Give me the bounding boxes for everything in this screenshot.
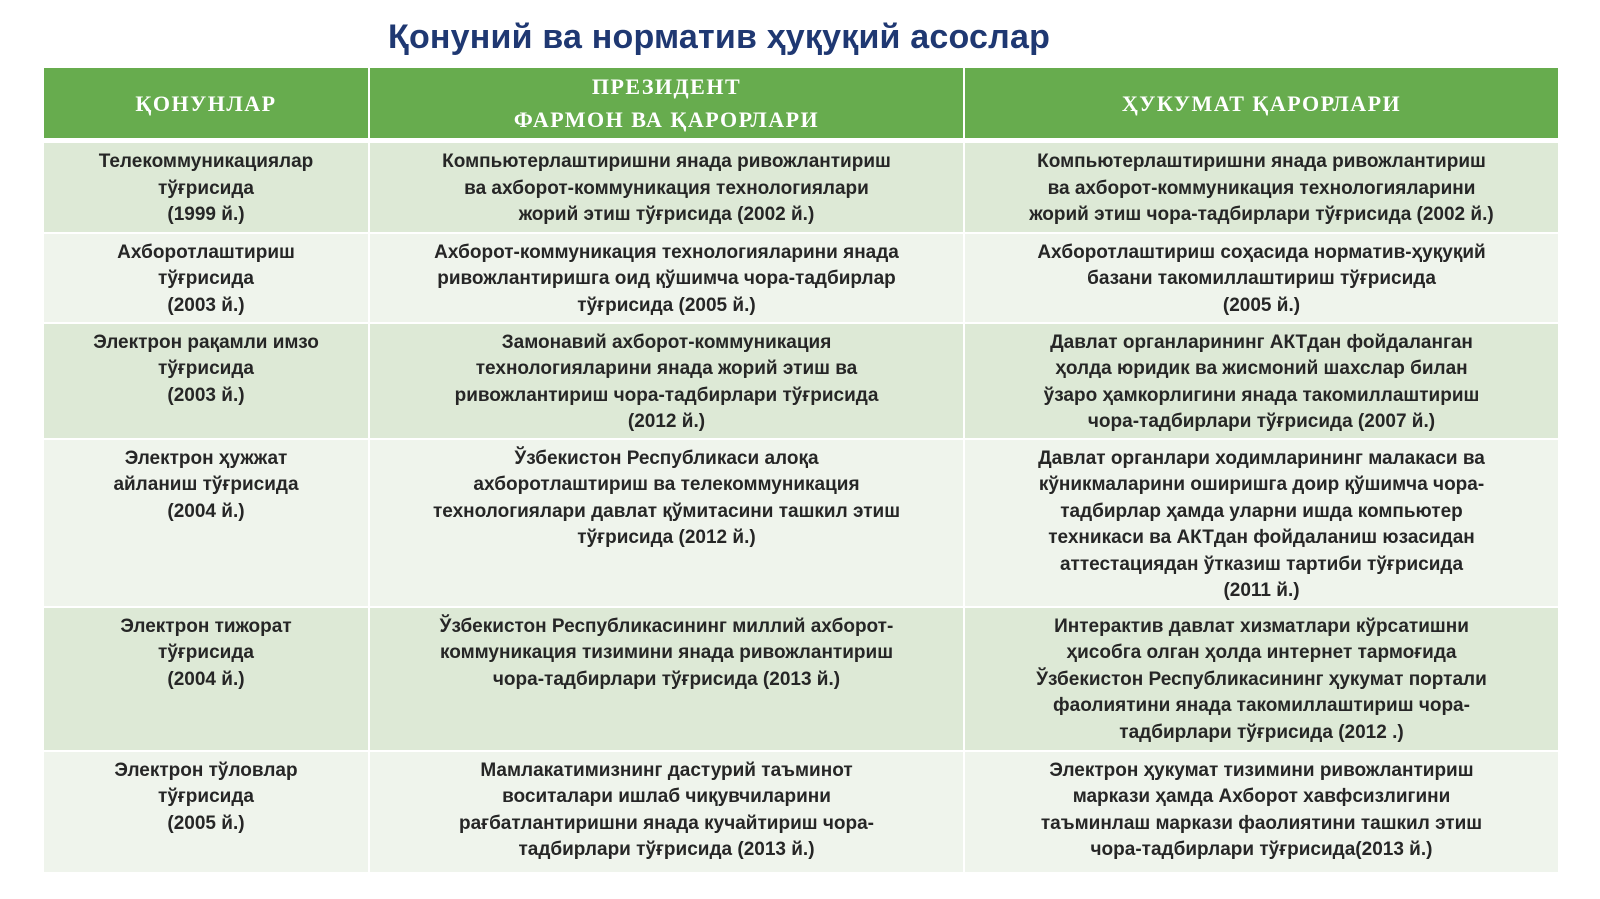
government-resolution-cell: Давлат органлари ходимларининг малакаси ва кўникмаларини оширишга доир қўшимча чора- тадбирлар ҳамда уларни ишда компьютер техникаси ва АКТдан фойдаланиш юзасидан аттестациядан ўтказиш тартиби тўғрисида (2011 й.)	[964, 439, 1558, 607]
president-decree-cell: Ахборот-коммуникация технологияларини янада ривожлантиришга оид қўшимча чора-тадбирлар тўғрисида (2005 й.)	[369, 233, 964, 323]
table-row	[44, 439, 1558, 607]
law-cell: Электрон рақамли имзо тўғрисида (2003 й.)	[44, 323, 369, 439]
page-title: Қонуний ва норматив ҳуқуқий асослар	[388, 18, 1051, 56]
president-decree-cell: Ўзбекистон Республикасининг миллий ахборот- коммуникация тизимини янада ривожлантириш чора-тадбирлари тўғрисида (2013 й.)	[369, 607, 964, 751]
law-cell: Телекоммуникациялар тўғрисида (1999 й.)	[44, 141, 369, 233]
header-president-decrees: ПРЕЗИДЕНТ ФАРМОН ВА ҚАРОРЛАРИ	[369, 68, 964, 141]
president-decree-cell: Ўзбекистон Республикаси алоқа ахборотлаштириш ва телекоммуникация технологиялари давлат қўмитасини ташкил этиш тўғрисида (2012 й.)	[369, 439, 964, 607]
law-cell: Электрон тўловлар тўғрисида (2005 й.)	[44, 751, 369, 873]
header-government-resolutions: ҲУКУМАТ ҚАРОРЛАРИ	[964, 68, 1558, 141]
government-resolution-cell: Давлат органларининг АКТдан фойдаланган ҳолда юридик ва жисмоний шахслар билан ўзаро ҳамкорлигини янада такомиллаштириш чора-тадбирлари тўғрисида (2007 й.)	[964, 323, 1558, 439]
header-laws: ҚОНУНЛАР	[44, 68, 369, 141]
law-cell: Электрон тижорат тўғрисида (2004 й.)	[44, 607, 369, 751]
government-resolution-cell: Ахборотлаштириш соҳасида норматив-ҳуқуқий базани такомиллаштириш тўғрисида (2005 й.)	[964, 233, 1558, 323]
table-row	[44, 233, 1558, 323]
law-cell: Электрон ҳужжат айланиш тўғрисида (2004 й.)	[44, 439, 369, 607]
law-cell: Ахборотлаштириш тўғрисида (2003 й.)	[44, 233, 369, 323]
table-row	[44, 141, 1558, 233]
government-resolution-cell: Компьютерлаштиришни янада ривожлантириш ва ахборот-коммуникация технологияларини жорий этиш чора-тадбирлари тўғрисида (2002 й.)	[964, 141, 1558, 233]
table-row	[44, 323, 1558, 439]
table-row	[44, 607, 1558, 751]
legal-basis-table	[44, 68, 1558, 874]
table-row	[44, 751, 1558, 873]
president-decree-cell: Замонавий ахборот-коммуникация технологияларини янада жорий этиш ва ривожлантириш чора-тадбирлари тўғрисида (2012 й.)	[369, 323, 964, 439]
table-header-row	[44, 68, 1558, 141]
government-resolution-cell: Электрон ҳукумат тизимини ривожлантириш маркази ҳамда Ахборот хавфсизлигини таъминлаш маркази фаолиятини ташкил этиш чора-тадбирлари тўғрисида(2013 й.)	[964, 751, 1558, 873]
government-resolution-cell: Интерактив давлат хизматлари кўрсатишни ҳисобга олган ҳолда интернет тармоғида Ўзбекистон Республикасининг ҳукумат портали фаолиятини янада такомиллаштириш чора- тадбирлари тўғрисида (2012 .)	[964, 607, 1558, 751]
president-decree-cell: Мамлакатимизнинг дастурий таъминот воситалари ишлаб чиқувчиларини рағбатлантиришни янада кучайтириш чора- тадбирлари тўғрисида (2013 й.)	[369, 751, 964, 873]
president-decree-cell: Компьютерлаштиришни янада ривожлантириш ва ахборот-коммуникация технологиялари жорий этиш тўғрисида (2002 й.)	[369, 141, 964, 233]
